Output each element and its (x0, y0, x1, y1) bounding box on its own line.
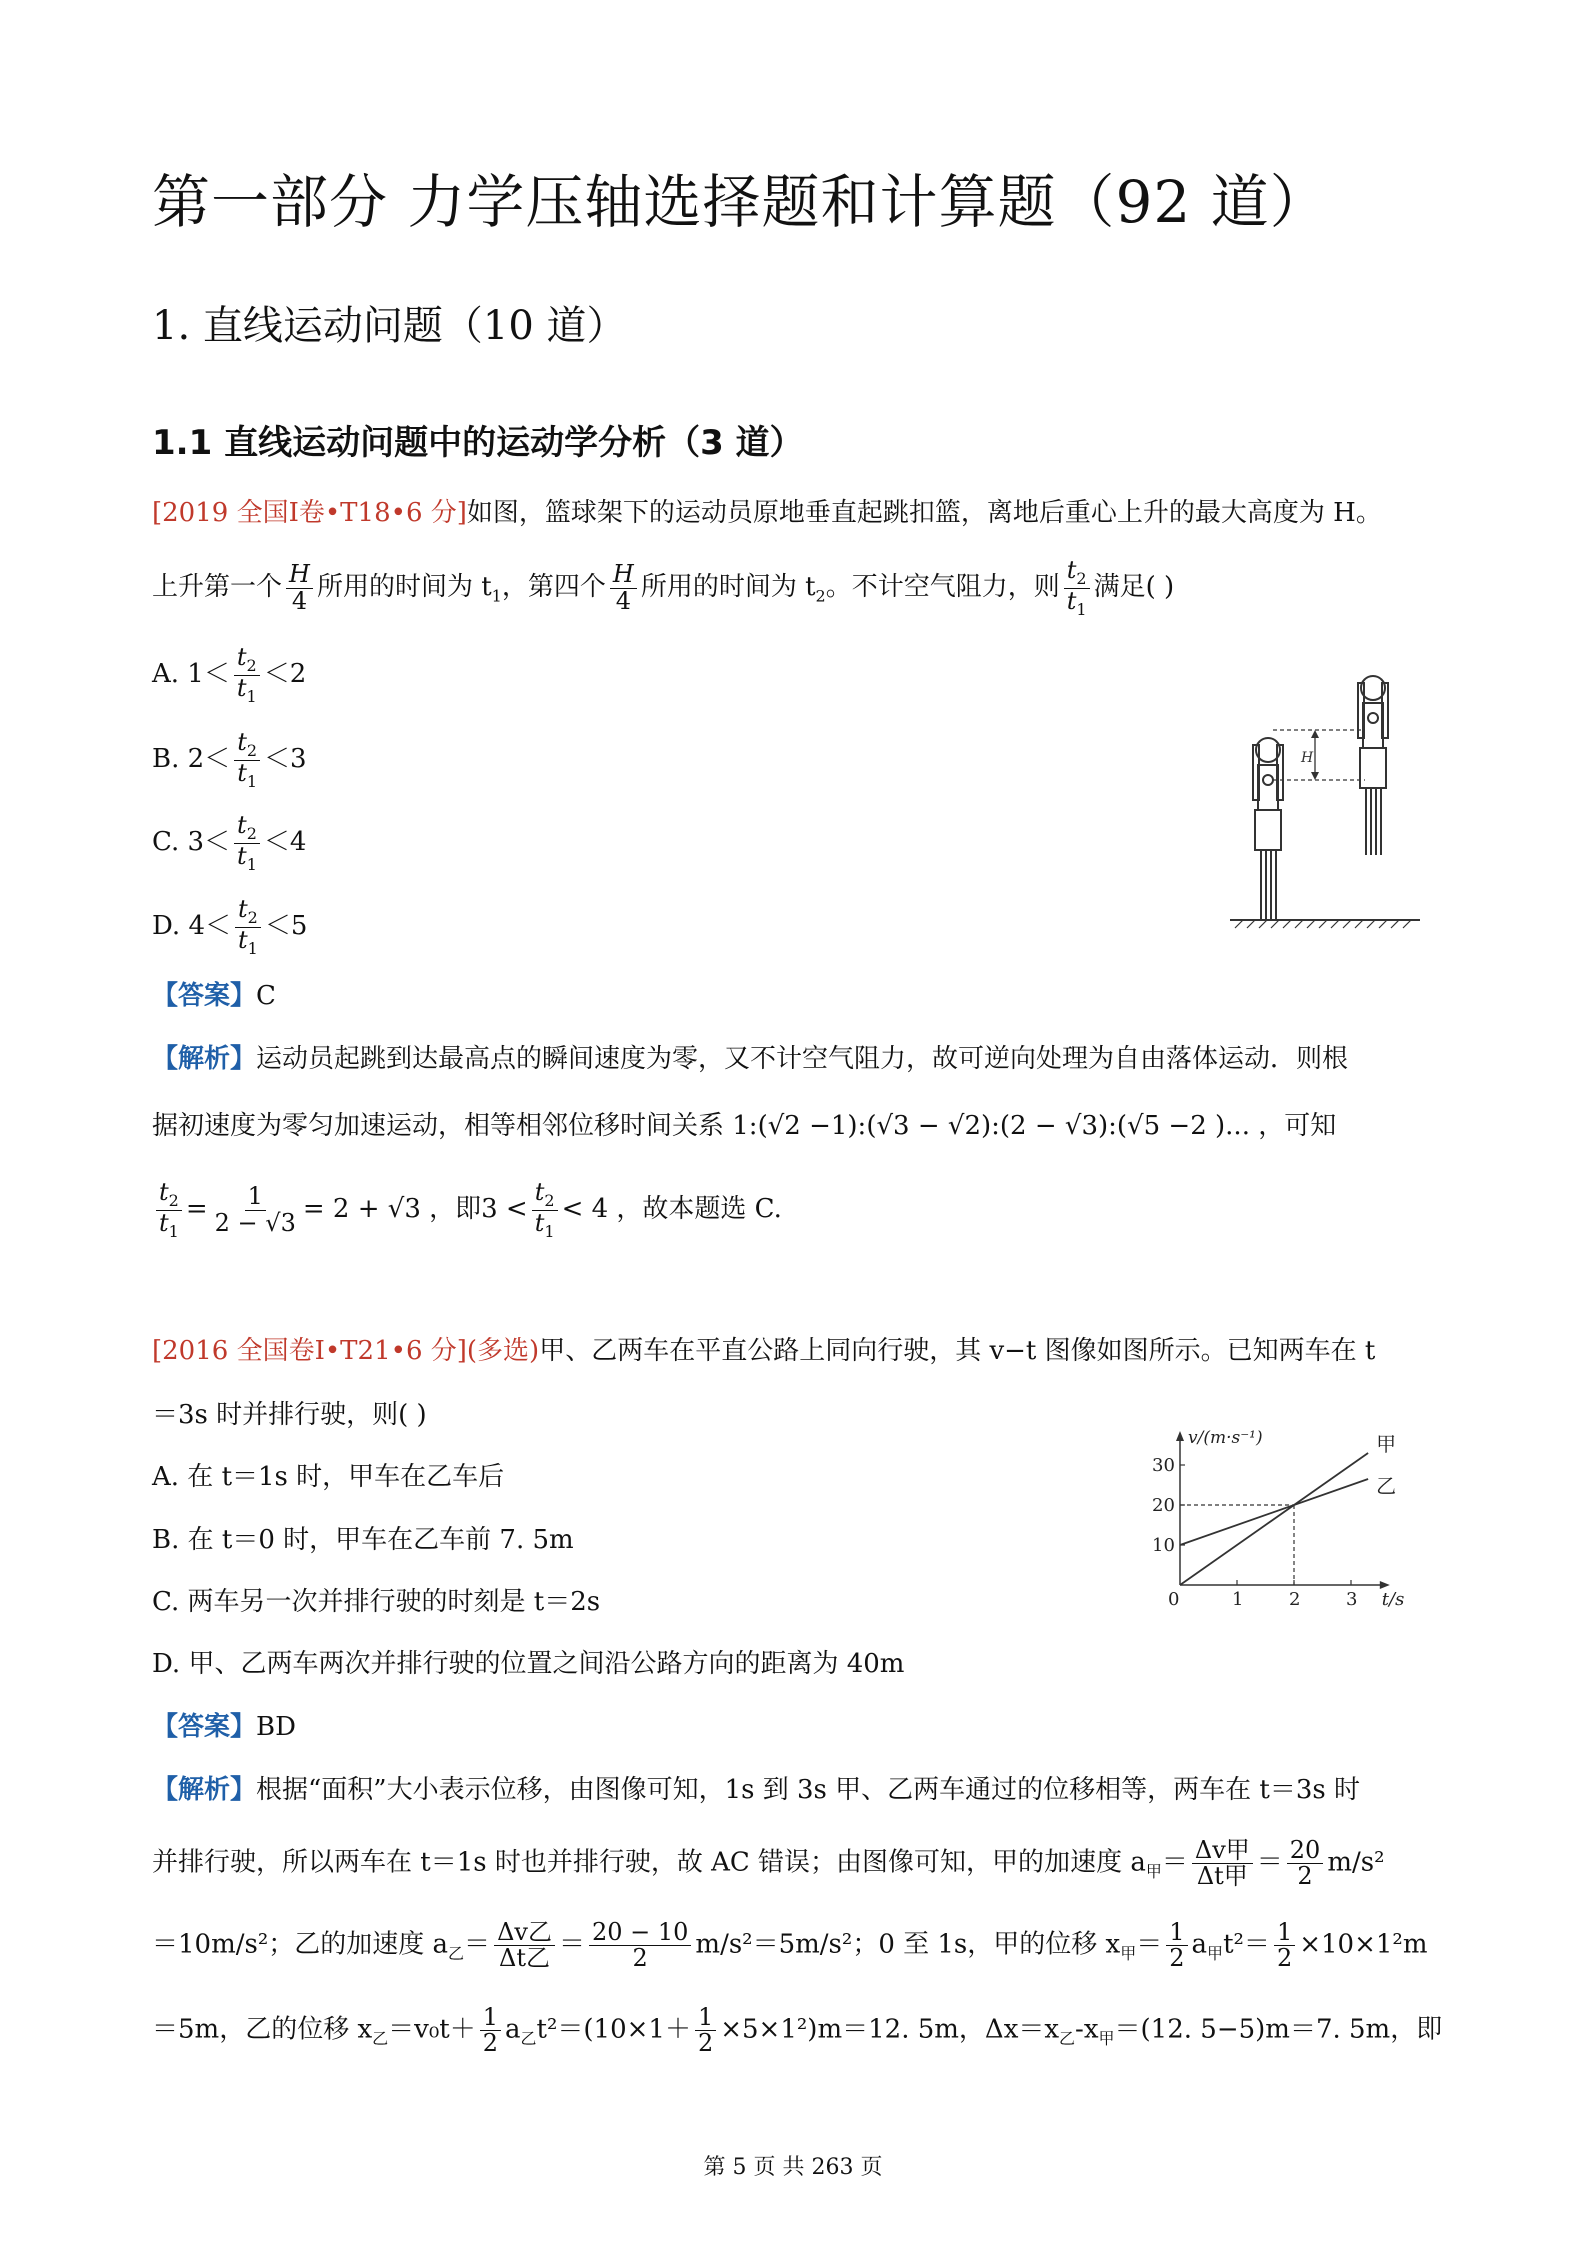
fraction-1-2: $\frac{1}{2}$ (695, 2005, 716, 2056)
fraction-t2-t1: $\frac{t_2}{t_1}$ (1064, 558, 1090, 618)
q2-option-d: D. 甲、乙两车两次并排行驶的位置之间沿公路方向的距离为 40m (152, 1649, 905, 1679)
q2-source: [2016 全国卷Ⅰ•T21•6 分](多选) (152, 1336, 540, 1366)
q1-option-d: D. 4＜ $\frac{t_2}{t_1}$ ＜5 (152, 895, 308, 958)
q1-stem-part: ，第四个 (501, 572, 606, 603)
q1-stem-part: 满足( ) (1093, 572, 1175, 603)
fraction-t2-t1: $\frac{t_2}{t_1}$ (235, 897, 261, 957)
series-label-jia: 甲 (1376, 1432, 1397, 1456)
q2-stem-line1: [2016 全国卷Ⅰ•T21•6 分](多选)甲、乙两车在平直公路上同向行驶，其 v−t 图像如图所示。已知两车在 t (152, 1336, 1376, 1366)
fraction-t2-t1: $\frac{t_2}{t_1}$ (532, 1180, 558, 1240)
series-line-jia (1180, 1453, 1368, 1585)
q1-source: [2019 全国Ⅰ卷•T18•6 分] (152, 498, 467, 528)
q2-analysis-line2: 并排行驶，所以两车在 t＝1s 时也并排行驶，故 AC 错误；由图像可知，甲的加速度 $a_甲=$ $\frac{\text{Δv甲}}{\text{Δt甲}}$ ＝ $\frac{20}{2}$ m/s² (152, 1836, 1385, 1891)
fraction-1-over: $\frac{1}{2 - √3}$ (214, 1182, 296, 1237)
y-axis-label: v/(m·s⁻¹) (1188, 1428, 1263, 1448)
answer-value: C (256, 981, 276, 1011)
fraction-t2-t1: $\frac{t_2}{t_1}$ (234, 730, 260, 790)
q1-stem-part: 上升第一个 (152, 572, 283, 603)
q1-analysis-line1: 【解析】运动员起跳到达最高点的瞬间速度为零，又不计空气阻力，故可逆向处理为自由落体运动．则根 (152, 1044, 1349, 1074)
analysis-tag: 【解析】 (152, 1775, 257, 1805)
q1-stem-part: 所用的时间为 t (316, 572, 492, 603)
fraction-1-2: $\frac{1}{2}$ (480, 2005, 501, 2056)
x-axis-arrow (1380, 1581, 1390, 1589)
q2-answer (152, 1714, 296, 1740)
q2-option-c: C. 两车另一次并排行驶的时刻是 t＝2s (152, 1587, 601, 1617)
x-tick-label: 1 (1232, 1589, 1244, 1610)
series-line-yi (1180, 1479, 1368, 1545)
figure-h-label: H (1301, 750, 1314, 766)
q1-option-a: A. 1＜ $\frac{t_2}{t_1}$ ＜2 (152, 643, 307, 706)
answer-tag: 【答案】 (152, 981, 257, 1011)
q2-analysis-line4: ＝5m，乙的位移 $x_乙=v_0t+$ $\frac{1}{2}$ $a_乙t^2=(10\times 1+$ $\frac{1}{2}$ ×5×1²)m＝12. 5m，$\Delta x=x_乙-x_甲=(12$. 5−5)m＝7. 5m，即 (152, 2003, 1443, 2058)
q2-option-b: B. 在 t＝0 时，甲车在乙车前 7. 5m (152, 1525, 574, 1555)
q1-stem-line1 (152, 500, 1382, 526)
page-footer: 第 5 页 共 263 页 (703, 2155, 883, 2180)
answer-tag: 【答案】 (152, 1712, 257, 1742)
q2-option-a: A. 在 t＝1s 时，甲车在乙车后 (152, 1462, 505, 1492)
fraction-dv-dt-jia: $\frac{\text{Δv甲}}{\text{Δt甲}}$ (1192, 1838, 1253, 1889)
q1-stem-text: 如图，篮球架下的运动员原地垂直起跳扣篮，离地后重心上升的最大高度为 H。 (466, 498, 1382, 528)
q1-stem-part: 所用的时间为 t (640, 572, 816, 603)
y-tick-label: 10 (1152, 1535, 1175, 1556)
q2-stem-line2: ＝3s 时并排行驶，则( ) (152, 1400, 427, 1430)
q1-answer (152, 983, 276, 1009)
y-tick-label: 30 (1152, 1455, 1175, 1476)
section-heading: 1. 直线运动问题（10 道） (152, 303, 627, 349)
series-label-yi: 乙 (1376, 1474, 1397, 1498)
x-axis-label: t/s (1381, 1589, 1405, 1610)
q1-option-c: C. 3＜ $\frac{t_2}{t_1}$ ＜4 (152, 811, 307, 874)
subsection-heading: 1.1 直线运动问题中的运动学分析（3 道） (152, 423, 804, 463)
fraction-h-4: $\frac{H}{4}$ (286, 562, 313, 613)
q2-analysis-line1: 【解析】根据“面积”大小表示位移，由图像可知，1s 到 3s 甲、乙两车通过的位移相等，两车在 t＝3s 时 (152, 1775, 1361, 1805)
y-tick-label: 20 (1152, 1495, 1175, 1516)
analysis-tag: 【解析】 (152, 1044, 257, 1074)
fraction-h-4: $\frac{H}{4}$ (610, 562, 637, 613)
y-axis-arrow (1176, 1431, 1184, 1441)
q1-option-b: B. 2＜ $\frac{t_2}{t_1}$ ＜3 (152, 728, 307, 791)
x-tick-label: 3 (1346, 1589, 1358, 1610)
q1-analysis-line3: $\frac{t_2}{t_1}$ = $\frac{1}{2 - √3}$ = 2 + √3 ，即3 < $\frac{t_2}{t_1}$ < 4 ，故本题选 C. (152, 1180, 782, 1240)
fraction-1-2: $\frac{1}{2}$ (1166, 1920, 1187, 1971)
x-tick-label: 2 (1289, 1589, 1301, 1610)
q1-stem-line2: 上升第一个 $\frac{H}{4}$ 所用的时间为 $t_1$，第四个 $\frac{H}{4}$ 所用的时间为 $t_2$。不计空气阻力，则 $\frac{t_2}{t_1}$ 满足( ) (152, 556, 1175, 619)
q1-analysis-line2: 据初速度为零匀加速运动，相等相邻位移时间关系 1:(√2 −1):(√3 − √2):(2 − √3):(√5 −2 )... ，可知 (152, 1111, 1337, 1141)
fraction-t2-t1: $\frac{t_2}{t_1}$ (234, 645, 260, 705)
basketball-jump-figure (1225, 670, 1425, 930)
fraction-t2-t1: $\frac{t_2}{t_1}$ (156, 1180, 182, 1240)
page-title: 第一部分 力学压轴选择题和计算题（92 道） (152, 168, 1329, 236)
fraction-20-2: $\frac{20}{2}$ (1287, 1838, 1324, 1889)
fraction-1-2: $\frac{1}{2}$ (1274, 1920, 1295, 1971)
q2-analysis-line3: ＝10m/s²；乙的加速度 $a_乙=$ $\frac{\text{Δv乙}}{\text{Δt乙}}$ ＝ $\frac{20 - 10}{2}$ m/s²＝5m/s²；0 至 1s，甲的位移 $x_甲=$ $\frac{1}{2}$ $a_甲t^2=$ $\frac{1}{2}$ ×10×1²m (152, 1918, 1428, 1973)
x-tick-label: 0 (1168, 1589, 1180, 1610)
answer-value: BD (256, 1712, 296, 1742)
fraction-20m10-2: $\frac{20 - 10}{2}$ (589, 1920, 691, 1971)
fraction-dv-dt-yi: $\frac{\text{Δv乙}}{\text{Δt乙}}$ (494, 1920, 555, 1971)
fraction-t2-t1: $\frac{t_2}{t_1}$ (234, 813, 260, 873)
vt-chart (1140, 1395, 1440, 1610)
q1-stem-part: 。不计空气阻力，则 (825, 572, 1060, 603)
